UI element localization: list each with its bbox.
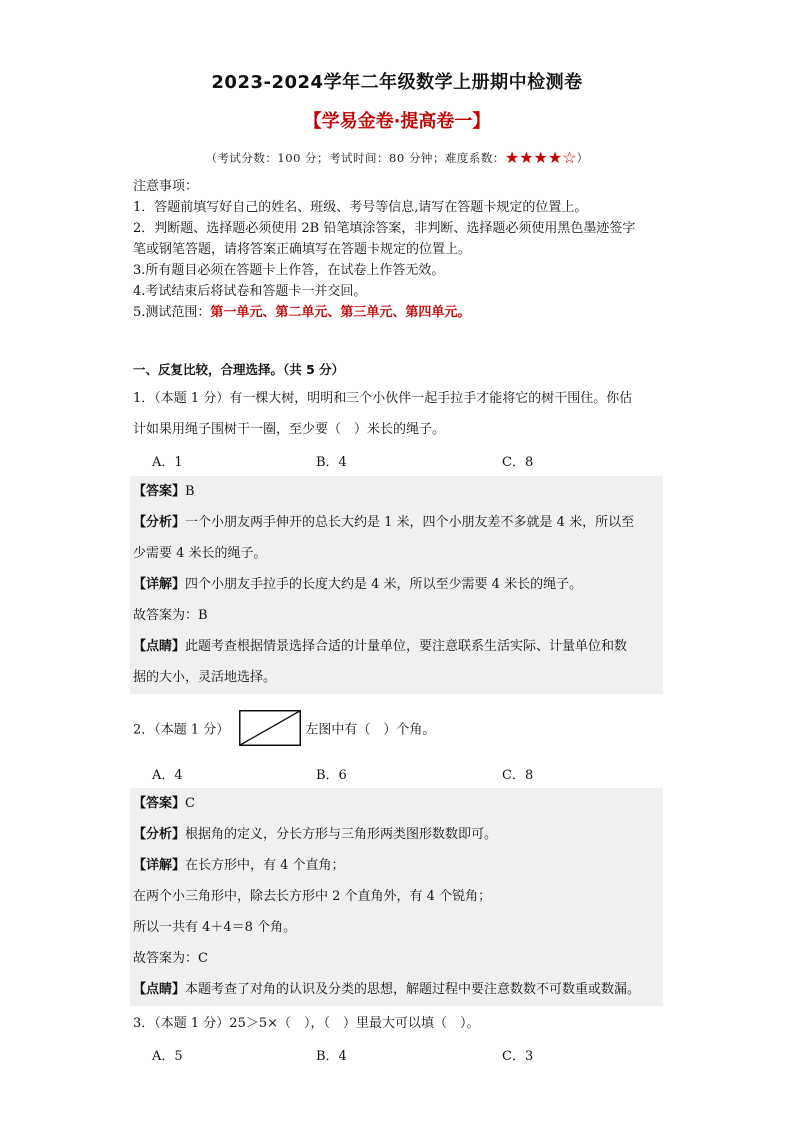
option-a[interactable]: A．1 <box>152 455 183 470</box>
question-2 <box>133 712 435 748</box>
range-label: 5.测试范围： <box>133 305 211 320</box>
conclusion-row: 故答案为：C <box>133 951 208 966</box>
question-1-options <box>152 451 652 471</box>
note-item: 4.考试结束后将试卷和答题卡一并交回。 <box>133 284 367 299</box>
rectangle-diagonal-figure <box>239 710 301 746</box>
note-item: 2．判断题、选择题必须使用 2B 铅笔填涂答案，非判断、选择题必须使用黑色墨迹签字 <box>133 221 636 236</box>
comment-text: 此题考查根据情景选择合适的计量单位，要注意联系生活实际、计量单位和数 <box>185 639 628 654</box>
exam-subtitle: 【学易金卷·提高卷一】 <box>303 111 491 132</box>
analysis-row <box>130 819 663 850</box>
question-2-solution <box>130 788 663 1006</box>
answer-tag: 【答案】 <box>133 796 186 811</box>
question-1-solution <box>130 476 663 694</box>
detail-tag: 【详解】 <box>133 577 186 592</box>
comment-row <box>130 631 663 662</box>
answer-tag: 【答案】 <box>133 484 186 499</box>
analysis-tag: 【分析】 <box>133 515 186 530</box>
meta-prefix: （考试分数：100 分；考试时间：80 分钟；难度系数： <box>205 151 505 165</box>
note-range <box>133 302 673 323</box>
option-a[interactable]: A．4 <box>152 768 183 783</box>
question-1-line: 计如果用绳子围树干一圈，至少要（ ）米长的绳子。 <box>133 422 446 437</box>
detail-row-cont: 所以一共有 4＋4＝8 个角。 <box>133 920 297 935</box>
option-c[interactable]: C．8 <box>502 768 534 783</box>
detail-text: 在长方形中，有 4 个直角； <box>185 858 345 873</box>
comment-tag: 【点睛】 <box>133 639 186 654</box>
meta-suffix: ） <box>576 151 589 165</box>
analysis-row <box>130 507 663 538</box>
answer-row <box>130 476 663 507</box>
detail-row-cont: 在两个小三角形中，除去长方形中 2 个直角外，有 4 个锐角； <box>133 889 492 904</box>
analysis-tag: 【分析】 <box>133 827 186 842</box>
exam-title: 2023-2024学年二年级数学上册期中检测卷 <box>211 72 583 93</box>
question-1 <box>133 383 663 445</box>
conclusion-row: 故答案为：B <box>133 608 208 623</box>
section-title: 一、反复比较，合理选择。（共 5 分） <box>133 362 345 377</box>
answer-value: C <box>185 796 195 811</box>
comment-row-cont: 据的大小，灵活地选择。 <box>133 670 277 685</box>
note-item: 3.所有题目必须在答题卡上作答，在试卷上作答无效。 <box>133 263 445 278</box>
difficulty-star-empty: ☆ <box>562 148 577 167</box>
notes-block <box>133 176 673 323</box>
detail-row <box>130 850 663 881</box>
comment-tag: 【点睛】 <box>133 982 186 997</box>
note-item: 1．答题前填写好自己的姓名、班级、考号等信息,请写在答题卡规定的位置上。 <box>133 200 588 215</box>
detail-row <box>130 569 663 600</box>
option-b[interactable]: B．4 <box>316 1049 347 1064</box>
exam-meta <box>0 148 794 167</box>
option-c[interactable]: C．8 <box>502 455 534 470</box>
comment-row <box>130 974 663 1005</box>
question-2-suffix: 左图中有（ ）个角。 <box>305 722 436 738</box>
answer-value: B <box>185 484 195 499</box>
question-1-line: 1．（本题 1 分）有一棵大树，明明和三个小伙伴一起手拉手才能将它的树干围住。你估 <box>133 391 633 406</box>
range-value: 第一单元、第二单元、第三单元、第四单元。 <box>210 305 471 320</box>
question-3: 3．（本题 1 分）25＞5×（ ），（ ）里最大可以填（ ）。 <box>133 1016 480 1031</box>
answer-row <box>130 788 663 819</box>
question-2-prefix: 2．（本题 1 分） <box>133 722 230 738</box>
notes-heading: 注意事项： <box>133 179 199 194</box>
analysis-text: 一个小朋友两手伸开的总长大约是 1 米，四个小朋友差不多就是 4 米，所以至 <box>185 515 635 530</box>
option-a[interactable]: A．5 <box>152 1049 183 1064</box>
detail-text: 四个小朋友手拉手的长度大约是 4 米，所以至少需要 4 米长的绳子。 <box>185 577 583 592</box>
option-c[interactable]: C．3 <box>502 1049 534 1064</box>
option-b[interactable]: B．4 <box>316 455 347 470</box>
analysis-row-cont: 少需要 4 米长的绳子。 <box>133 546 267 561</box>
note-item: 笔或钢笔答题，请将答案正确填写在答题卡规定的位置上。 <box>133 242 472 257</box>
question-3-options <box>152 1045 652 1065</box>
detail-tag: 【详解】 <box>133 858 186 873</box>
comment-text: 本题考查了对角的认识及分类的思想，解题过程中要注意数数不可数重或数漏。 <box>185 982 641 997</box>
question-2-options <box>152 764 652 784</box>
option-b[interactable]: B．6 <box>316 768 347 783</box>
difficulty-stars-filled: ★★★★ <box>504 148 563 167</box>
analysis-text: 根据角的定义，分长方形与三角形两类图形数数即可。 <box>185 827 498 842</box>
